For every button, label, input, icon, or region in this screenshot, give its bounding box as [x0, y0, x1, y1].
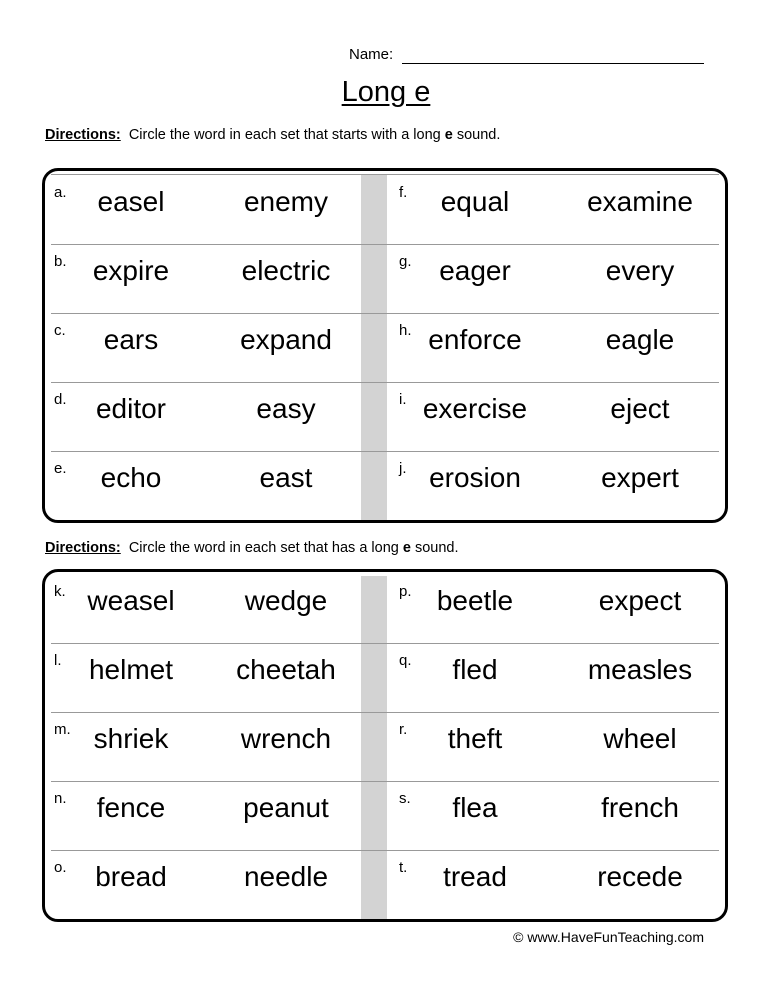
set-letter: e. [54, 460, 67, 477]
word-row [51, 850, 719, 919]
word-choice[interactable]: exercise [422, 393, 528, 424]
word-set [51, 643, 381, 712]
word-set [51, 382, 381, 451]
directions-text: Circle the word in each set that starts with a long [128, 127, 445, 143]
name-field[interactable] [402, 63, 704, 64]
word-choice[interactable]: east [259, 462, 313, 493]
word-set [51, 175, 381, 244]
word-box-1 [42, 168, 728, 523]
word-choice[interactable]: expand [240, 324, 332, 355]
set-letter: p. [399, 583, 412, 600]
word-choice[interactable]: electric [241, 255, 331, 286]
directions-label: Directions: [45, 127, 121, 143]
word-set [395, 643, 725, 712]
word-choice[interactable]: wheel [603, 723, 677, 754]
set-letter: l. [54, 652, 62, 669]
word-set [395, 574, 725, 643]
word-choice[interactable]: enforce [428, 324, 522, 355]
word-set [395, 451, 725, 520]
word-row [51, 313, 719, 383]
word-choice[interactable]: fled [452, 654, 498, 685]
word-row [51, 574, 719, 644]
word-row [51, 382, 719, 452]
word-choice[interactable]: french [601, 792, 679, 823]
set-letter: j. [399, 460, 407, 477]
set-letter: f. [399, 184, 408, 201]
word-row [51, 451, 719, 520]
word-row [51, 643, 719, 713]
word-box-2 [42, 569, 728, 922]
word-choice[interactable]: equal [440, 186, 510, 217]
word-set [51, 574, 381, 643]
set-letter: r. [399, 721, 408, 738]
word-choice[interactable]: theft [447, 723, 503, 754]
word-choice[interactable]: peanut [243, 792, 329, 823]
page-title: Long e [341, 76, 431, 108]
word-choice[interactable]: wrench [240, 723, 332, 754]
word-choice[interactable]: easy [256, 393, 316, 424]
word-choice[interactable]: helmet [88, 654, 174, 685]
set-letter: n. [54, 790, 67, 807]
set-letter: h. [399, 322, 412, 339]
word-choice[interactable]: recede [597, 861, 683, 892]
set-letter: g. [399, 253, 412, 270]
directions-label: Directions: [45, 540, 121, 556]
word-choice[interactable]: shriek [93, 723, 169, 754]
word-choice[interactable]: tread [443, 861, 507, 892]
name-label: Name: [349, 46, 394, 63]
word-choice[interactable]: eager [439, 255, 511, 286]
directions-text-end: sound. [410, 540, 459, 556]
directions-text-end: sound. [452, 127, 501, 143]
word-choice[interactable]: expire [92, 255, 170, 286]
word-choice[interactable]: flea [452, 792, 498, 823]
word-choice[interactable]: easel [97, 186, 165, 217]
set-letter: c. [54, 322, 66, 339]
directions-text: Circle the word in each set that has a long [128, 540, 403, 556]
word-choice[interactable]: cheetah [236, 654, 336, 685]
word-set [395, 313, 725, 382]
word-set [395, 175, 725, 244]
word-choice[interactable]: measles [587, 654, 693, 685]
directions-2 [45, 540, 459, 556]
word-set [395, 382, 725, 451]
word-set [51, 712, 381, 781]
directions-bold: e [402, 540, 411, 556]
word-choice[interactable]: every [605, 255, 675, 286]
set-letter: a. [54, 184, 67, 201]
word-choice[interactable]: expect [598, 585, 682, 616]
word-choice[interactable]: echo [100, 462, 162, 493]
word-choice[interactable]: examine [587, 186, 693, 217]
word-choice[interactable]: ears [103, 324, 159, 355]
word-choice[interactable]: bread [95, 861, 167, 892]
word-choice[interactable]: eject [610, 393, 670, 424]
word-set [51, 451, 381, 520]
directions-1 [45, 127, 500, 143]
word-choice[interactable]: erosion [429, 462, 521, 493]
word-choice[interactable]: editor [95, 393, 167, 424]
word-set [51, 850, 381, 919]
set-letter: q. [399, 652, 412, 669]
word-set [395, 850, 725, 919]
word-choice[interactable]: expert [601, 462, 679, 493]
set-letter: o. [54, 859, 67, 876]
set-letter: t. [399, 859, 408, 876]
copyright: © www.HaveFunTeaching.com [513, 929, 704, 945]
word-row [51, 244, 719, 314]
word-choice[interactable]: weasel [87, 585, 175, 616]
word-choice[interactable]: eagle [605, 324, 675, 355]
set-letter: s. [399, 790, 411, 807]
set-letter: k. [54, 583, 66, 600]
word-row [51, 175, 719, 245]
word-set [395, 781, 725, 850]
word-choice[interactable]: enemy [243, 186, 329, 217]
word-choice[interactable]: wedge [244, 585, 328, 616]
set-letter: m. [54, 721, 71, 738]
word-set [395, 244, 725, 313]
set-letter: d. [54, 391, 67, 408]
set-letter: b. [54, 253, 67, 270]
word-set [51, 781, 381, 850]
word-choice[interactable]: needle [243, 861, 329, 892]
word-row [51, 781, 719, 851]
word-row [51, 712, 719, 782]
word-choice[interactable]: fence [96, 792, 166, 823]
directions-bold: e [444, 127, 453, 143]
set-letter: i. [399, 391, 407, 408]
word-set [51, 313, 381, 382]
word-set [51, 244, 381, 313]
word-choice[interactable]: beetle [436, 585, 514, 616]
word-set [395, 712, 725, 781]
